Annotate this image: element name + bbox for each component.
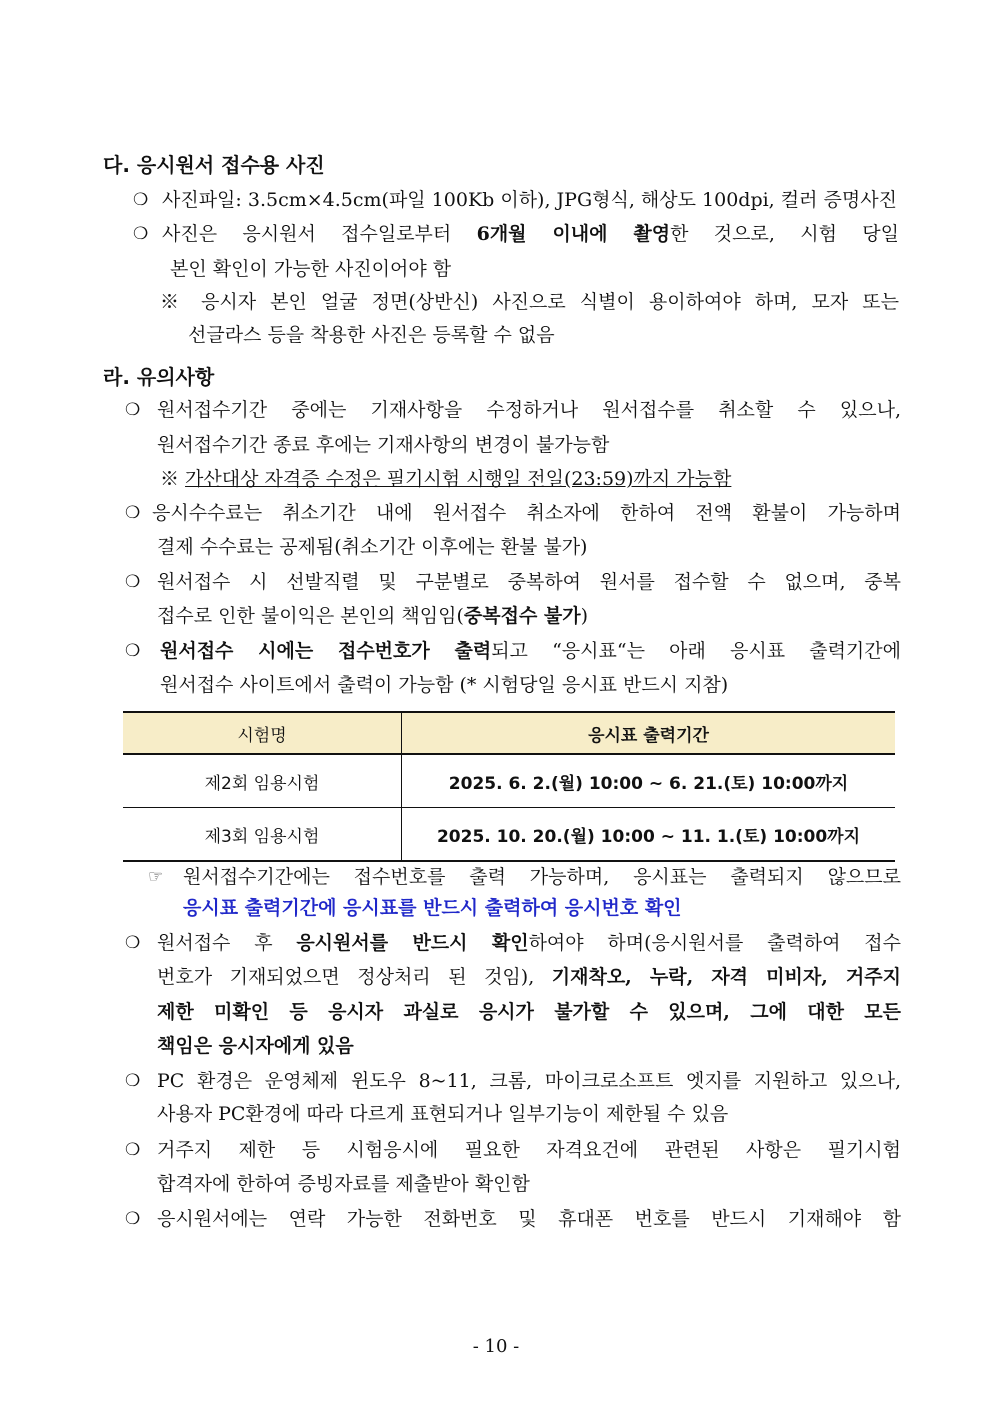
bullet: ❍ bbox=[125, 1140, 141, 1160]
bullet: ❍ bbox=[125, 503, 141, 523]
print-period-cell: 2025. 6. 2.(월) 10:00 ~ 6. 21.(토) 10:00까지 bbox=[402, 754, 896, 808]
bullet: ❍ bbox=[125, 933, 141, 953]
exam-name-cell: 제2회 임용시험 bbox=[123, 754, 402, 808]
caution-1-note: ※ 가산대상 자격증 수정은 필기시험 시행일 전일(23:59)까지 가능함 bbox=[160, 468, 732, 490]
caution-6-line1: PC 환경은 운영체제 윈도우 8~11, 크롬, 마이크로소프트 엣지를 지원하고 있으나, bbox=[157, 1070, 901, 1092]
caution-1-line1: 원서접수기간 중에는 기재사항을 수정하거나 원서접수를 취소할 수 있으나, bbox=[157, 399, 901, 421]
photo-period-line1: 사진은 응시원서 접수일로부터 6개월 이내에 촬영한 것으로, 시험 당일 bbox=[162, 223, 899, 245]
header-exam-name: 시험명 bbox=[123, 712, 402, 754]
bullet: ❍ bbox=[133, 224, 149, 244]
section-da-title: 다. 응시원서 접수용 사진 bbox=[103, 153, 325, 177]
caution-6-line2: 사용자 PC환경에 따라 다르게 표현되거나 일부기능이 제한될 수 있음 bbox=[157, 1103, 729, 1125]
bullet: ❍ bbox=[125, 641, 141, 661]
caution-5-line2: 번호가 기재되었으면 정상처리 된 것임), 기재착오, 누락, 자격 미비자, 거주지 bbox=[157, 966, 901, 988]
caution-7-line1: 거주지 제한 등 시험응시에 필요한 자격요건에 관련된 사항은 필기시험 bbox=[157, 1139, 901, 1161]
caution-1-line2: 원서접수기간 종료 후에는 기재사항의 변경이 불가능함 bbox=[157, 434, 610, 456]
caution-2-line1: 응시수수료는 취소기간 내에 원서접수 취소자에 한하여 전액 환불이 가능하며 bbox=[152, 502, 901, 524]
caution-5-line4: 책임은 응시자에게 있음 bbox=[157, 1035, 354, 1057]
caution-3-line2: 접수로 인한 불이익은 본인의 책임임(중복접수 불가) bbox=[157, 605, 589, 627]
caution-8-line1: 응시원서에는 연락 가능한 전화번호 및 휴대폰 번호를 반드시 기재해야 함 bbox=[157, 1208, 901, 1230]
caution-3-line1: 원서접수 시 선발직렬 및 구분별로 중복하여 원서를 접수할 수 없으며, 중복 bbox=[157, 571, 901, 593]
bullet: ❍ bbox=[125, 1071, 141, 1091]
header-print-period: 응시표 출력기간 bbox=[402, 712, 896, 754]
print-period-cell: 2025. 10. 20.(월) 10:00 ~ 11. 1.(토) 10:00까지 bbox=[402, 808, 896, 862]
table-row bbox=[123, 754, 895, 808]
exam-name-cell: 제3회 임용시험 bbox=[123, 808, 402, 862]
hint-line1: 원서접수기간에는 접수번호를 출력 가능하며, 응시표는 출력되지 않으므로 bbox=[183, 866, 901, 888]
photo-period-line2: 본인 확인이 가능한 사진이어야 함 bbox=[170, 258, 452, 280]
photo-file-spec: 사진파일: 3.5cm×4.5cm(파일 100Kb 이하), JPG형식, 해상도 100dpi, 컬러 증명사진 bbox=[162, 189, 897, 211]
table-header-row bbox=[123, 712, 895, 754]
bullet: ❍ bbox=[125, 400, 141, 420]
ticket-print-schedule-table bbox=[123, 711, 895, 862]
photo-note-line1: ※ 응시자 본인 얼굴 정면(상반신) 사진으로 식별이 용이하여야 하며, 모자 또는 bbox=[160, 291, 899, 313]
table-row bbox=[123, 808, 895, 862]
hint-line2: 응시표 출력기간에 응시표를 반드시 출력하여 응시번호 확인 bbox=[183, 897, 682, 919]
page-number: - 10 - bbox=[472, 1336, 520, 1357]
photo-note-line2: 선글라스 등을 착용한 사진은 등록할 수 없음 bbox=[188, 324, 555, 346]
caution-2-line2: 결제 수수료는 공제됨(취소기간 이후에는 환불 불가) bbox=[157, 536, 588, 558]
pointing-hand-icon: ☞ bbox=[148, 867, 164, 887]
caution-7-line2: 합격자에 한하여 증빙자료를 제출받아 확인함 bbox=[157, 1173, 530, 1195]
caution-5-line3: 제한 미확인 등 응시자 과실로 응시가 불가할 수 있으며, 그에 대한 모든 bbox=[157, 1001, 901, 1023]
bullet: ❍ bbox=[125, 572, 141, 592]
caution-5-line1: 원서접수 후 응시원서를 반드시 확인하여야 하며(응시원서를 출력하여 접수 bbox=[157, 932, 901, 954]
bullet: ❍ bbox=[133, 190, 149, 210]
caution-4-line2: 원서접수 사이트에서 출력이 가능함 (* 시험당일 응시표 반드시 지참) bbox=[160, 674, 729, 696]
section-ra-title: 라. 유의사항 bbox=[103, 365, 215, 389]
caution-4-line1: 원서접수 시에는 접수번호가 출력되고 “응시표“는 아래 응시표 출력기간에 bbox=[160, 640, 901, 662]
bullet: ❍ bbox=[125, 1209, 141, 1229]
